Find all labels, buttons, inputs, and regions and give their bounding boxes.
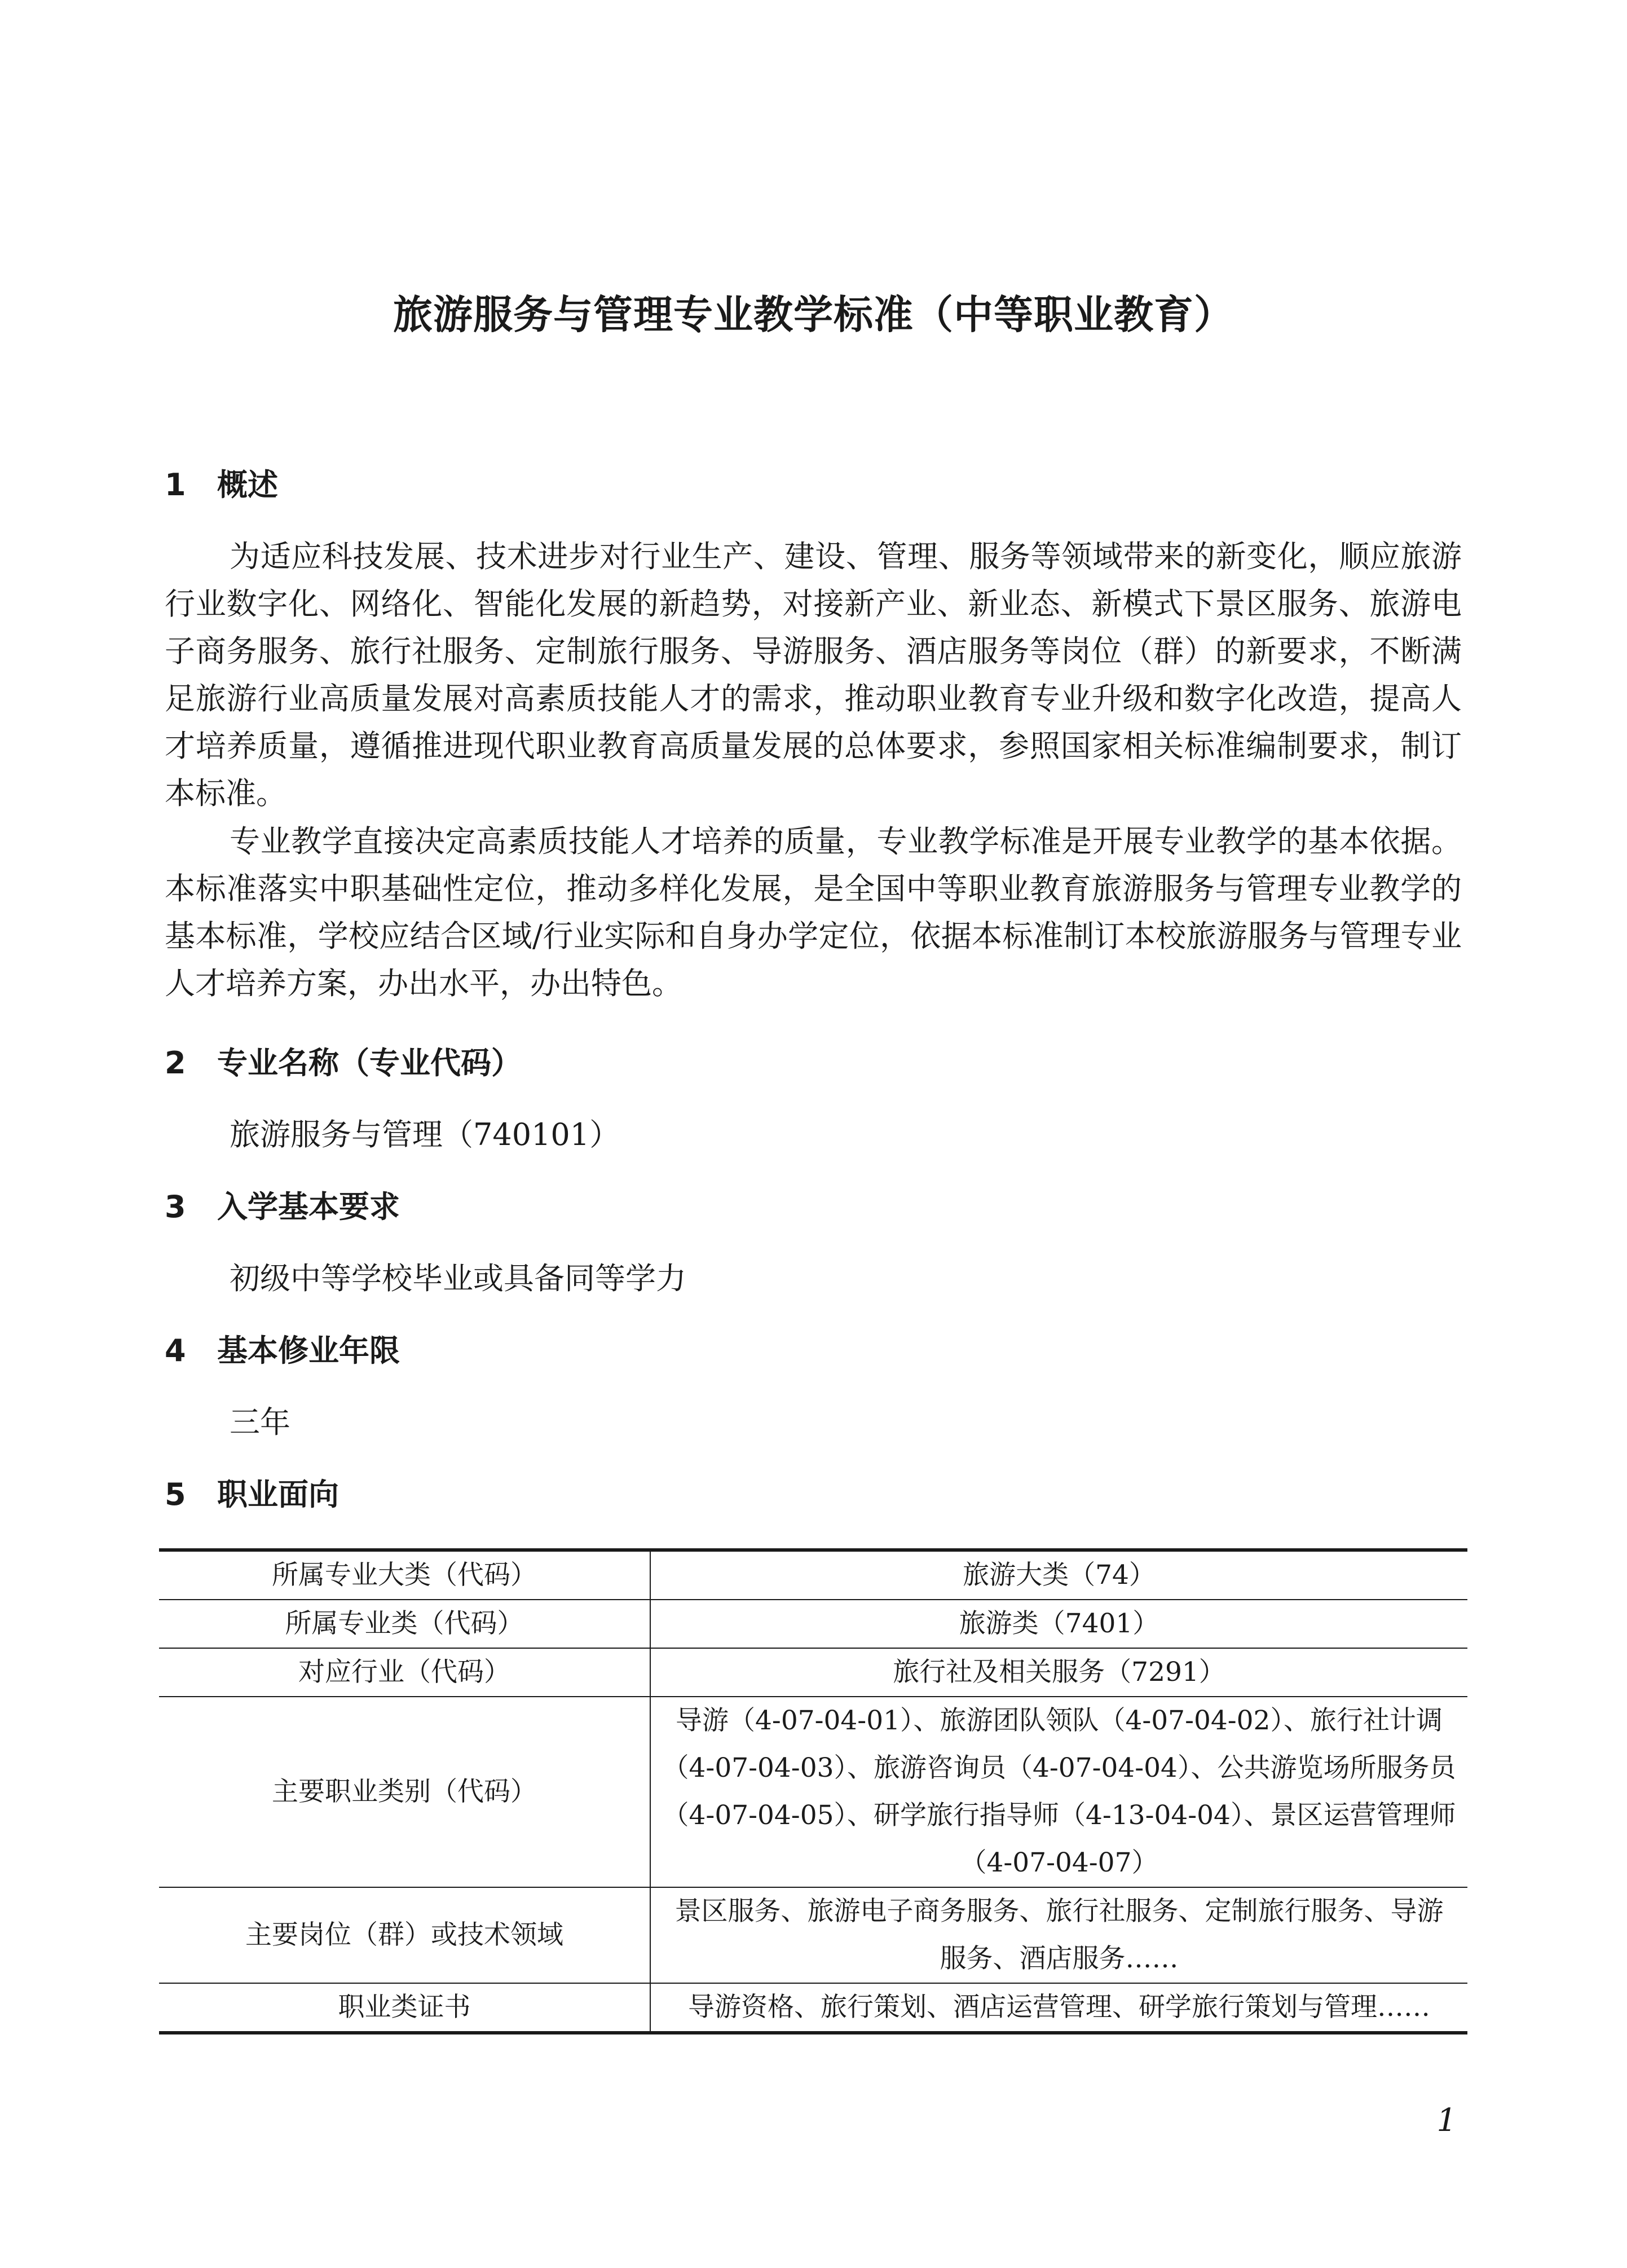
admission-requirement-text: 初级中等学校毕业或具备同等学力	[230, 1261, 686, 1296]
section-heading-2	[165, 1041, 522, 1086]
section-heading-1	[165, 463, 278, 508]
page-number: 1	[1436, 2102, 1457, 2139]
table-cell-value: 景区服务、旅游电子商务服务、旅行社服务、定制旅行服务、导游服务、酒店服务……	[650, 1887, 1467, 1983]
table-cell-label: 职业类证书	[159, 1983, 650, 2033]
section-number: 5	[165, 1477, 186, 1512]
table-cell-value: 旅行社及相关服务（7291）	[650, 1648, 1467, 1697]
table-row	[159, 1983, 1467, 2033]
section-title: 专业名称（专业代码）	[217, 1045, 522, 1081]
paragraph-overview-1: 为适应科技发展、技术进步对行业生产、建设、管理、服务等领域带来的新变化，顺应旅游行业数字化、网络化、智能化发展的新趋势，对接新产业、新业态、新模式下景区服务、旅游电子商务服务、旅行社服务、定制旅行服务、导游服务、酒店服务等岗位（群）的新要求，不断满足旅游行业高质量发展对高素质技能人才的需求，推动职业教育专业升级和数字化改造，提高人才培养质量，遵循推进现代职业教育高质量发展的总体要求，参照国家相关标准编制要求，制订本标准。	[165, 539, 1462, 811]
occupation-table	[159, 1548, 1467, 2034]
table-cell-value: 导游（4-07-04-01）、旅游团队领队（4-07-04-02）、旅行社计调（4-07-04-03）、旅游咨询员（4-07-04-04）、公共游览场所服务员（4-07-04-05）、研学旅行指导师（4-13-04-04）、景区运营管理师（4-07-04-07）	[650, 1697, 1467, 1887]
table-cell-value: 旅游类（7401）	[650, 1600, 1467, 1648]
table-row	[159, 1697, 1467, 1887]
major-name-text: 旅游服务与管理（740101）	[230, 1117, 620, 1152]
document-title: 旅游服务与管理专业教学标准（中等职业教育）	[393, 292, 1234, 338]
section-heading-5	[165, 1472, 339, 1517]
table-cell-label: 所属专业类（代码）	[159, 1600, 650, 1648]
table-cell-label: 所属专业大类（代码）	[159, 1550, 650, 1600]
table-cell-value: 旅游大类（74）	[650, 1550, 1467, 1600]
table-cell-value: 导游资格、旅行策划、酒店运营管理、研学旅行策划与管理……	[650, 1983, 1467, 2033]
section-title: 职业面向	[217, 1477, 339, 1512]
paragraph-overview-2: 专业教学直接决定高素质技能人才培养的质量，专业教学标准是开展专业教学的基本依据。本标准落实中职基础性定位，推动多样化发展，是全国中等职业教育旅游服务与管理专业教学的基本标准，学校应结合区域/行业实际和自身办学定位，依据本标准制订本校旅游服务与管理专业人才培养方案，办出水平，办出特色。	[165, 823, 1462, 1001]
section-number: 1	[165, 467, 186, 503]
section-heading-3	[165, 1184, 400, 1230]
section-number: 2	[165, 1045, 186, 1081]
table-row	[159, 1550, 1467, 1600]
section-title: 基本修业年限	[217, 1333, 400, 1368]
study-duration-text: 三年	[230, 1404, 290, 1440]
table-row	[159, 1600, 1467, 1648]
table-cell-label: 主要岗位（群）或技术领域	[159, 1887, 650, 1983]
section-title: 入学基本要求	[217, 1189, 400, 1225]
table-row	[159, 1648, 1467, 1697]
table-cell-label: 对应行业（代码）	[159, 1648, 650, 1697]
section-number: 4	[165, 1333, 186, 1368]
section-number: 3	[165, 1189, 186, 1225]
section-title: 概述	[217, 467, 278, 503]
table-cell-label: 主要职业类别（代码）	[159, 1697, 650, 1887]
section-heading-4	[165, 1328, 400, 1373]
table-row	[159, 1887, 1467, 1983]
